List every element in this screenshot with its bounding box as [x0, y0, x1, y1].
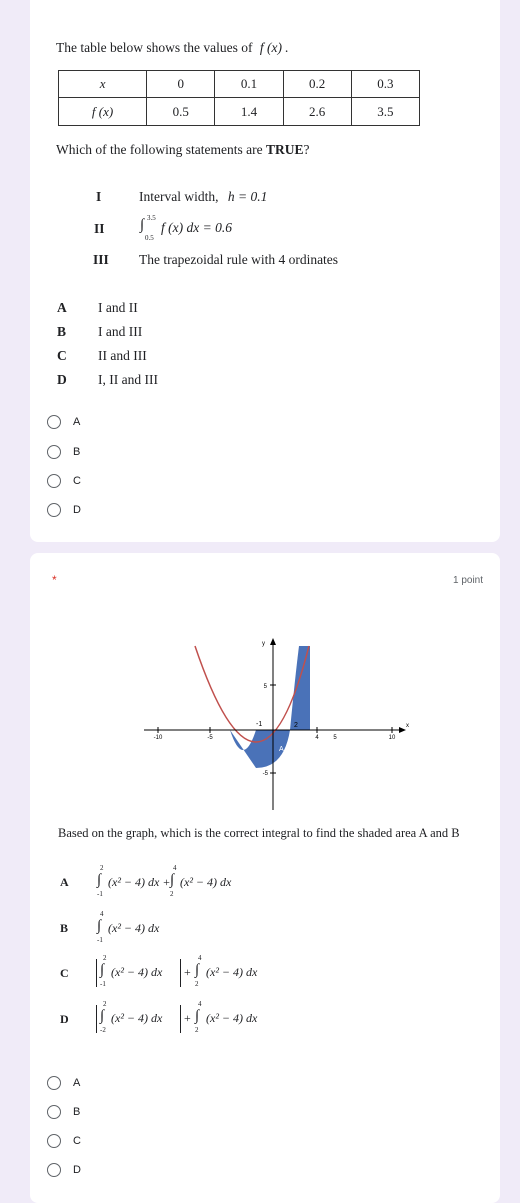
- integral-sign: ∫: [170, 872, 175, 888]
- option-expression: [96, 909, 296, 949]
- integrand: (x² − 4) dx: [180, 875, 232, 889]
- upper-limit: 4: [198, 1000, 202, 1008]
- question-prompt: Based on the graph, which is the correct integral to find the shaded area A and B: [58, 826, 460, 840]
- table-cell: 0.3: [351, 71, 419, 98]
- radio-option-d[interactable]: [47, 500, 81, 520]
- option-letter: D: [60, 1012, 69, 1026]
- region-label-b: B: [310, 710, 315, 716]
- y-axis-arrow: [270, 638, 276, 645]
- table-cell: 2.6: [283, 98, 351, 126]
- radio-button[interactable]: [47, 1105, 61, 1119]
- option-text: II and III: [98, 348, 147, 363]
- radio-label: C: [73, 1135, 81, 1147]
- integral-body: f (x) dx = 0.6: [161, 220, 232, 235]
- option-letter: A: [60, 875, 69, 889]
- question-text: Which of the following statements are TRUE?: [56, 142, 310, 157]
- statement-2-expr: [139, 212, 269, 244]
- radio-button[interactable]: [47, 415, 61, 429]
- radio-label: A: [73, 416, 81, 428]
- lower-limit: 2: [195, 980, 199, 988]
- tick-label: 4: [315, 735, 319, 741]
- upper-limit: 2: [103, 954, 107, 962]
- plus-sign: +: [184, 1011, 191, 1025]
- y-axis-label: y: [262, 641, 265, 647]
- radio-option-a[interactable]: [47, 412, 80, 432]
- points-label: 1 point: [453, 575, 484, 586]
- radio-button[interactable]: [47, 503, 61, 517]
- option-text: I and III: [98, 324, 143, 339]
- table-cell: x: [59, 71, 147, 98]
- lower-limit: -1: [97, 890, 103, 898]
- tick-label: 5: [263, 684, 267, 690]
- lower-limit: -1: [100, 980, 106, 988]
- x-axis-arrow: [399, 727, 406, 733]
- table-cell: 0.2: [283, 71, 351, 98]
- radio-option-c[interactable]: [47, 1131, 81, 1151]
- lower-limit: 2: [170, 890, 174, 898]
- radio-option-b[interactable]: [47, 442, 80, 462]
- integral-sign: ∫: [97, 872, 102, 888]
- integrand: (x² − 4) dx: [111, 1011, 163, 1025]
- annotation-label: -1: [256, 721, 263, 728]
- statement-2: II: [94, 221, 105, 236]
- statement-3-text: The trapezoidal rule with 4 ordinates: [139, 252, 339, 267]
- tick-label: -5: [207, 735, 213, 741]
- radio-button[interactable]: [47, 445, 61, 459]
- option-text: I and II: [98, 300, 138, 315]
- question-prompt: The table below shows the values of f (x) .: [56, 40, 289, 55]
- tick-label: -10: [153, 735, 163, 741]
- lower-limit: 2: [195, 1026, 199, 1034]
- table-cell: 0.1: [215, 71, 283, 98]
- radio-label: B: [73, 446, 81, 458]
- option-letter: B: [57, 324, 67, 339]
- radio-label: D: [73, 1164, 81, 1176]
- required-mark: *: [52, 573, 57, 587]
- tick-label: -5: [262, 771, 268, 777]
- radio-label: D: [73, 504, 81, 516]
- statement-1: I: [96, 189, 102, 204]
- question-card-1: [30, 0, 500, 542]
- option-letter: A: [57, 300, 67, 315]
- tick-label: 10: [388, 735, 396, 741]
- radio-button[interactable]: [47, 1163, 61, 1177]
- lower-limit: 0.5: [145, 234, 154, 242]
- radio-label: C: [73, 475, 81, 487]
- radio-label: B: [73, 1106, 81, 1118]
- radio-button[interactable]: [47, 1076, 61, 1090]
- tick-label: 5: [333, 735, 337, 741]
- option-letter: B: [60, 921, 69, 935]
- x-axis-label: x: [406, 723, 409, 729]
- annotation-label: 2: [294, 722, 298, 729]
- option-letter: C: [60, 966, 69, 980]
- integral-sign: ∫: [195, 962, 200, 978]
- radio-button[interactable]: [47, 474, 61, 488]
- abs-bar: [180, 1005, 181, 1033]
- option-letter: C: [57, 348, 67, 363]
- option-expression: [96, 999, 316, 1039]
- question-card-2: [30, 553, 500, 1203]
- radio-option-d[interactable]: [47, 1160, 81, 1180]
- upper-limit: 4: [100, 910, 104, 918]
- radio-label: A: [73, 1077, 81, 1089]
- integral-sign: ∫: [100, 1008, 105, 1024]
- option-letter: D: [57, 372, 67, 387]
- region-label-a: A: [279, 746, 284, 753]
- integral-sign: ∫: [195, 1008, 200, 1024]
- integral-sign: ∫: [100, 962, 105, 978]
- integral-sign: ∫: [97, 918, 102, 934]
- values-table: [58, 70, 420, 126]
- parabola-graph: [110, 638, 410, 813]
- table-cell: 1.4: [215, 98, 283, 126]
- table-row: [59, 71, 420, 98]
- option-expression: [96, 863, 296, 903]
- abs-bar: [96, 1005, 97, 1033]
- radio-button[interactable]: [47, 1134, 61, 1148]
- table-cell: 0.5: [147, 98, 215, 126]
- upper-limit: 3.5: [147, 214, 156, 222]
- plus-sign: +: [184, 965, 191, 979]
- table-row: [59, 98, 420, 126]
- shaded-region-b: [290, 646, 310, 730]
- upper-limit: 4: [173, 864, 177, 872]
- table-cell: f (x): [59, 98, 147, 126]
- option-expression: [96, 953, 316, 993]
- table-cell: 0: [147, 71, 215, 98]
- integrand: (x² − 4) dx +: [108, 875, 171, 889]
- integrand: (x² − 4) dx: [111, 965, 163, 979]
- integrand: (x² − 4) dx: [206, 1011, 258, 1025]
- upper-limit: 2: [103, 1000, 107, 1008]
- option-text: I, II and III: [98, 372, 158, 387]
- integrand: (x² − 4) dx: [108, 921, 160, 935]
- radio-option-c[interactable]: [47, 471, 81, 491]
- integrand: (x² − 4) dx: [206, 965, 258, 979]
- radio-option-a[interactable]: [47, 1073, 80, 1093]
- upper-limit: 4: [198, 954, 202, 962]
- abs-bar: [96, 959, 97, 987]
- table-cell: 3.5: [351, 98, 419, 126]
- integral-sign: ∫: [140, 217, 145, 233]
- radio-option-b[interactable]: [47, 1102, 80, 1122]
- statement-3: III: [93, 252, 109, 267]
- lower-limit: -1: [97, 936, 103, 944]
- lower-limit: -2: [100, 1026, 106, 1034]
- upper-limit: 2: [100, 864, 104, 872]
- abs-bar: [180, 959, 181, 987]
- statement-1-text: Interval width, h = 0.1: [139, 189, 268, 204]
